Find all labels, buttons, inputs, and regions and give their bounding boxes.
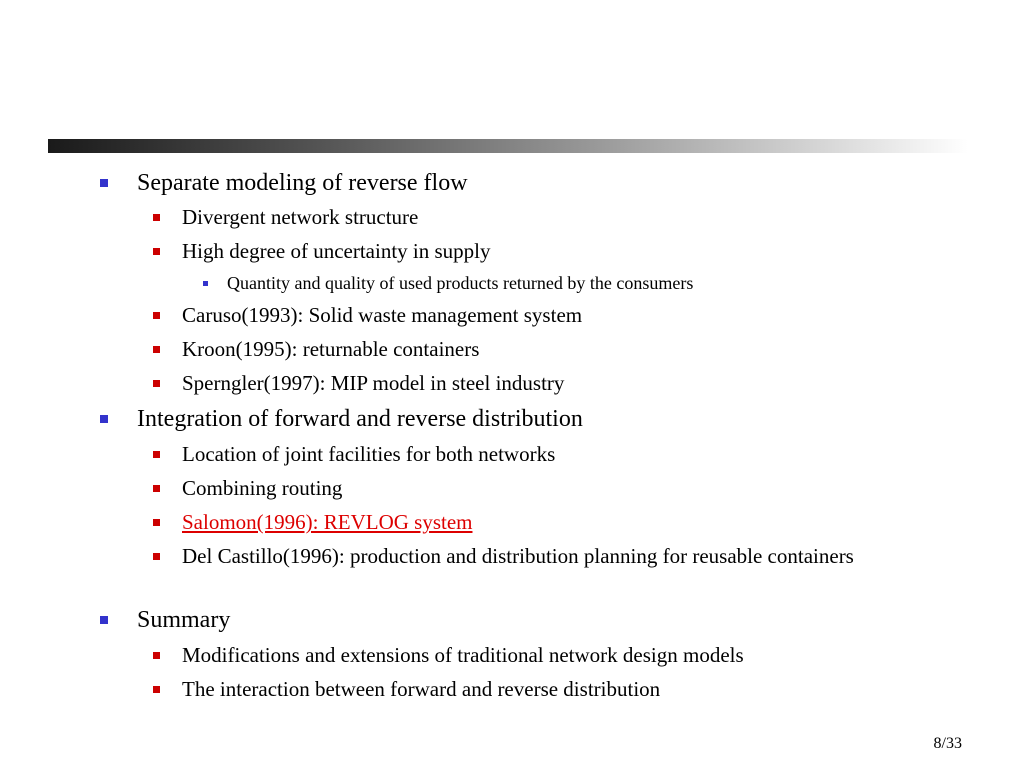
bullet-text: Caruso(1993): Solid waste management system [182, 303, 583, 327]
bullet-item [182, 302, 582, 328]
bullet-item [137, 169, 468, 197]
bullet-text: Kroon(1995): returnable containers [182, 337, 480, 361]
bullet-text: Del Castillo(1996): production and distribution planning for reusable containers [182, 544, 854, 568]
square-bullet-icon [100, 616, 108, 624]
bullet-text: Quantity and quality of used products returned by the consumers [227, 273, 694, 293]
square-bullet-icon [153, 380, 160, 387]
bullet-item [137, 405, 583, 433]
bullet-text: Combining routing [182, 476, 343, 500]
bullet-text: The interaction between forward and reverse distribution [182, 677, 661, 701]
square-bullet-icon [153, 553, 160, 560]
square-bullet-icon [153, 451, 160, 458]
square-bullet-icon [153, 652, 160, 659]
bullet-item [227, 272, 693, 294]
page-number: 8/33 [933, 735, 962, 752]
bullet-text: Location of joint facilities for both networks [182, 442, 556, 466]
salomon-revlog-link[interactable]: Salomon(1996): REVLOG system [182, 510, 473, 534]
bullet-text: Modifications and extensions of traditional network design models [182, 643, 744, 667]
square-bullet-icon [203, 281, 208, 286]
square-bullet-icon [100, 415, 108, 423]
bullet-item [182, 441, 555, 467]
bullet-text: Divergent network structure [182, 205, 419, 229]
square-bullet-icon [153, 214, 160, 221]
square-bullet-icon [153, 686, 160, 693]
title-gradient-bar [48, 139, 968, 153]
square-bullet-icon [153, 312, 160, 319]
bullet-item [182, 475, 342, 501]
bullet-item [182, 238, 491, 264]
bullet-item [182, 370, 564, 396]
square-bullet-icon [153, 519, 160, 526]
bullet-item [182, 543, 922, 569]
bullet-text: Sperngler(1997): MIP model in steel industry [182, 371, 565, 395]
bullet-item [182, 676, 660, 702]
bullet-text: Integration of forward and reverse distribution [137, 406, 583, 432]
bullet-text: High degree of uncertainty in supply [182, 239, 491, 263]
bullet-text: Separate modeling of reverse flow [137, 170, 468, 196]
square-bullet-icon [153, 248, 160, 255]
square-bullet-icon [153, 485, 160, 492]
bullet-item [182, 642, 744, 668]
bullet-item [182, 336, 479, 362]
bullet-item [182, 509, 472, 535]
bullet-item [137, 606, 230, 634]
bullet-text: Summary [137, 607, 231, 633]
square-bullet-icon [100, 179, 108, 187]
square-bullet-icon [153, 346, 160, 353]
bullet-item [182, 204, 418, 230]
